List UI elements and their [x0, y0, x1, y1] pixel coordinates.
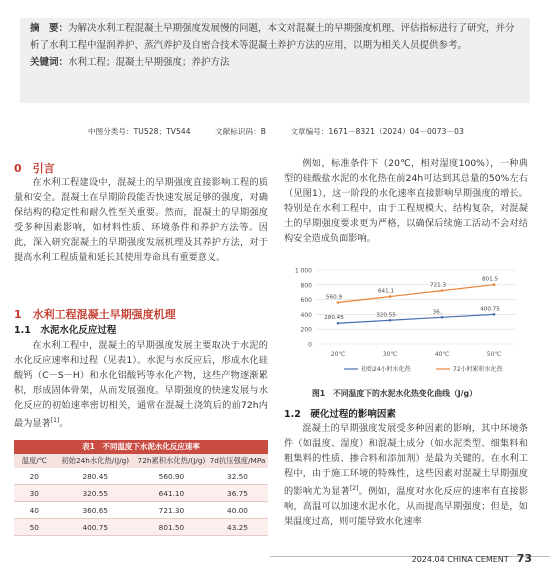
table-cell: 30 — [14, 485, 55, 502]
data-label: 641.1 — [377, 288, 395, 295]
table-cell: 40 — [14, 502, 55, 519]
table-cell: 32.50 — [207, 468, 268, 485]
hardening-text-end: 。例如，温度对水化反应的速率有直接影响，高温可以加速水泥水化，从而提高早期强度；但是，如果温度过高，则可能导致水化速率 — [284, 486, 529, 528]
table-row — [14, 468, 268, 485]
table-cell: 20 — [14, 468, 55, 485]
table-1 — [14, 440, 268, 536]
table-cell: 641.10 — [136, 485, 207, 502]
article-number: 文章编号：1671－8321（2024）04－0073－03 — [290, 127, 464, 136]
table-cell: 40.00 — [207, 502, 268, 519]
data-label: 36.. — [432, 309, 444, 316]
subsection-1-1-title: 1.1 水泥水化反应过程 — [14, 325, 117, 336]
x-tick-label: 30℃ — [382, 351, 398, 358]
header-temperature: 温度/℃ — [14, 454, 55, 468]
abstract-text: 为解决水利工程混凝土早期强度发展慢的问题，本文对混凝土的早期强度机理、评估指标进行了研究，并分析了水利工程中湿润养护、蒸汽养护及自密合技术等混凝土养护方法的应用，以期为相关人员提供参考。 — [30, 23, 515, 51]
y-tick-label: 800 — [300, 282, 312, 290]
abstract-box — [20, 18, 530, 103]
data-point — [493, 283, 496, 286]
header-72h-heat: 72h累积水化热/(J/g) — [136, 454, 207, 468]
series-line — [338, 314, 494, 323]
table-cell: 280.45 — [55, 468, 136, 485]
line-chart-svg — [286, 262, 526, 380]
table-cell: 43.25 — [207, 519, 268, 536]
clc-number: 中图分类号：TU528；TV544 — [88, 127, 191, 136]
data-label: 320.55 — [376, 312, 396, 319]
table-cell: 560.90 — [136, 468, 207, 485]
section-1-title: 1 水利工程混凝土早期强度机理 — [14, 308, 176, 321]
figure-caption: 图1 不同温度下的水泥水化热变化曲线（J/g） — [312, 389, 477, 398]
data-label: 560.9 — [325, 294, 343, 301]
journal-issue: 2024.04 CHINA CEMENT — [411, 555, 509, 564]
hydration-text-end: 。 — [59, 418, 69, 430]
x-tick-label: 50℃ — [486, 351, 502, 358]
table-row — [14, 502, 268, 519]
table-title: 表1 不同温度下水泥水化反应速率 — [14, 440, 268, 454]
legend-label: 72小时累积水化热 — [453, 366, 503, 374]
hydration-paragraph — [14, 338, 268, 431]
table-cell: 360.65 — [55, 502, 136, 519]
subsection-1-2-title: 1.2 硬化过程的影响因素 — [284, 409, 396, 420]
section-0-title: 0 引言 — [14, 162, 55, 175]
data-label: 280.45 — [324, 315, 344, 322]
table-cell: 801.50 — [136, 519, 207, 536]
hardening-paragraph — [284, 421, 528, 529]
table-cell: 50 — [14, 519, 55, 536]
keywords-label: 关键词： — [30, 57, 69, 68]
page-number: 73 — [516, 552, 532, 565]
reference-1: [1] — [50, 417, 60, 424]
example-paragraph: 例如，标准条件下（20℃，相对湿度100%），一种典型的硅酸盐水泥的水化热在前24h可达到其总量的50%左右（见图1），这一阶段的水化速率直接影响早期强度的增长。特别是在水利工程中，由于工程规模大、结构复杂，对混凝土的早期强度要求更为严格，以确保后续施工活动不会对结构安全造成负面影响。 — [284, 158, 528, 244]
abstract-paragraph — [30, 20, 520, 54]
y-tick-label: 200 — [300, 326, 312, 334]
x-tick-label: 40℃ — [434, 351, 450, 358]
table-row — [14, 519, 268, 536]
y-tick-label: 600 — [300, 297, 312, 305]
table-cell: 400.75 — [55, 519, 136, 536]
table-row — [14, 485, 268, 502]
data-point — [389, 319, 392, 322]
data-point — [337, 322, 340, 325]
legend-label: 初始24小时水化热 — [361, 366, 411, 374]
keywords-text: 水利工程；混凝土早期强度；养护方法 — [68, 57, 230, 68]
data-label: 721.3 — [429, 282, 447, 289]
data-point — [389, 295, 392, 298]
table-header-row — [14, 454, 268, 468]
x-tick-label: 20℃ — [330, 351, 346, 358]
hydration-rate-table — [14, 454, 268, 536]
table-cell: 36.75 — [207, 485, 268, 502]
data-point — [337, 301, 340, 304]
y-tick-label: 0 — [308, 341, 312, 349]
header-24h-heat: 初始24h水化热/(J/g) — [55, 454, 136, 468]
header-7d-strength: 7d抗压强度/MPa — [207, 454, 268, 468]
data-label: 801.5 — [481, 276, 499, 283]
data-point — [493, 313, 496, 316]
table-cell: 721.30 — [136, 502, 207, 519]
page-footer — [412, 552, 532, 565]
figure-1-chart — [286, 262, 526, 402]
y-tick-label: 1 000 — [294, 267, 312, 275]
y-tick-label: 400 — [300, 311, 312, 319]
abstract-label: 摘 要： — [30, 23, 69, 34]
hardening-text: 混凝土的早期强度发展受多种因素的影响，其中环境条件（如温度、湿度）和混凝土成分（如水泥类型、细集料和粗集料的性质、掺合料和添加剂）是最为关键的。在水利工程中，由于施工环境的特殊性，这些因素对混凝土早期强度的影响尤为显著 — [284, 423, 528, 498]
classification-line — [88, 126, 486, 137]
table-cell: 320.55 — [55, 485, 136, 502]
data-label: 400.75 — [480, 306, 500, 313]
data-point — [441, 316, 444, 319]
hydration-text: 在水利工程中，混凝土的早期强度发展主要取决于水泥的水化反应速率和过程（见表1）。水泥与水反应后，形成水化硅酸钙（C－S－H）和水化铝酸钙等水化产物，这些产物逐渐累积，形成固体骨架，从而发展强度。早期强度的快速发展与水化反应的初始速率密切相关，通常在混凝土浇筑后的前72h内最为显著 — [14, 340, 268, 430]
data-point — [441, 289, 444, 292]
keywords-paragraph — [30, 54, 520, 71]
reference-2: [2] — [349, 485, 359, 492]
intro-paragraph: 在水利工程建设中，混凝土的早期强度直接影响工程的质量和安全。混凝土在早期阶段能否快速发展足够的强度，对确保结构的稳定性和耐久性至关重要。然而，混凝土的早期强度受多种因素影响，如材料性质、环境条件和养护方法等。因此，深入研究混凝土的早期强度发展机理及其养护方法，对于提高水利工程质量和延长其使用寿命具有重要意义。 — [14, 177, 268, 263]
document-code: 文献标识码：B — [215, 127, 266, 136]
